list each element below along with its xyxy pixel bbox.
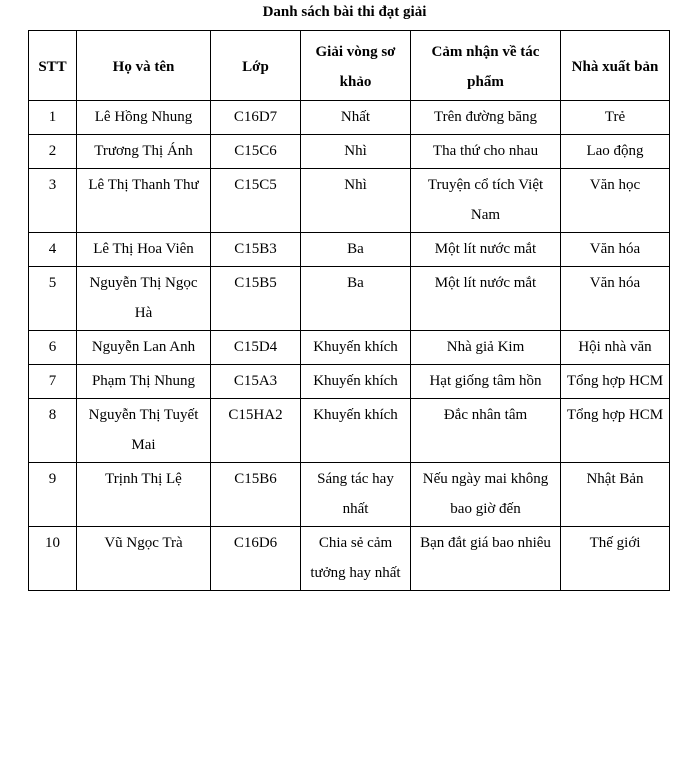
table-row	[29, 331, 670, 365]
cell-publisher: Trẻ	[561, 101, 670, 135]
cell-prize: Nhì	[301, 169, 411, 233]
cell-class: C16D6	[211, 527, 301, 591]
cell-name: Trịnh Thị Lệ	[77, 463, 211, 527]
award-table	[28, 30, 670, 591]
cell-class: C15HA2	[211, 399, 301, 463]
cell-stt: 7	[29, 365, 77, 399]
cell-prize: Chia sẻ cảm tưởng hay nhất	[301, 527, 411, 591]
table-row	[29, 463, 670, 527]
cell-stt: 1	[29, 101, 77, 135]
cell-work: Đắc nhân tâm	[411, 399, 561, 463]
cell-class: C15B5	[211, 267, 301, 331]
cell-stt: 5	[29, 267, 77, 331]
cell-publisher: Hội nhà văn	[561, 331, 670, 365]
cell-stt: 4	[29, 233, 77, 267]
cell-name: Lê Hồng Nhung	[77, 101, 211, 135]
cell-name: Nguyễn Thị Ngọc Hà	[77, 267, 211, 331]
table-row	[29, 169, 670, 233]
cell-name: Nguyễn Lan Anh	[77, 331, 211, 365]
cell-work: Bạn đắt giá bao nhiêu	[411, 527, 561, 591]
table-row	[29, 101, 670, 135]
header-class: Lớp	[211, 31, 301, 101]
header-name: Họ và tên	[77, 31, 211, 101]
cell-class: C15B6	[211, 463, 301, 527]
header-work: Cảm nhận về tác phẩm	[411, 31, 561, 101]
table-row	[29, 365, 670, 399]
cell-prize: Nhì	[301, 135, 411, 169]
cell-publisher: Tổng hợp HCM	[561, 365, 670, 399]
cell-publisher: Văn học	[561, 169, 670, 233]
cell-name: Lê Thị Thanh Thư	[77, 169, 211, 233]
cell-class: C15B3	[211, 233, 301, 267]
cell-work: Hạt giống tâm hồn	[411, 365, 561, 399]
cell-name: Phạm Thị Nhung	[77, 365, 211, 399]
header-stt: STT	[29, 31, 77, 101]
cell-prize: Ba	[301, 233, 411, 267]
cell-stt: 2	[29, 135, 77, 169]
cell-publisher: Thế giới	[561, 527, 670, 591]
cell-prize: Khuyến khích	[301, 399, 411, 463]
cell-prize: Sáng tác hay nhất	[301, 463, 411, 527]
cell-prize: Khuyến khích	[301, 365, 411, 399]
cell-stt: 3	[29, 169, 77, 233]
cell-name: Trương Thị Ánh	[77, 135, 211, 169]
cell-publisher: Tổng hợp HCM	[561, 399, 670, 463]
table-row	[29, 233, 670, 267]
cell-publisher: Văn hóa	[561, 267, 670, 331]
cell-name: Vũ Ngọc Trà	[77, 527, 211, 591]
cell-stt: 9	[29, 463, 77, 527]
cell-prize: Nhất	[301, 101, 411, 135]
table-row	[29, 135, 670, 169]
table-row	[29, 399, 670, 463]
table-row	[29, 527, 670, 591]
cell-work: Một lít nước mắt	[411, 267, 561, 331]
cell-work: Trên đường băng	[411, 101, 561, 135]
cell-work: Nếu ngày mai không bao giờ đến	[411, 463, 561, 527]
cell-prize: Khuyến khích	[301, 331, 411, 365]
cell-work: Truyện cổ tích Việt Nam	[411, 169, 561, 233]
cell-work: Tha thứ cho nhau	[411, 135, 561, 169]
cell-stt: 6	[29, 331, 77, 365]
cell-class: C15C5	[211, 169, 301, 233]
cell-name: Lê Thị Hoa Viên	[77, 233, 211, 267]
cell-class: C15A3	[211, 365, 301, 399]
header-prize: Giải vòng sơ khảo	[301, 31, 411, 101]
cell-work: Nhà giả Kim	[411, 331, 561, 365]
document-title: Danh sách bài thi đạt giải	[262, 4, 427, 20]
table-row	[29, 267, 670, 331]
cell-name: Nguyễn Thị Tuyết Mai	[77, 399, 211, 463]
cell-work: Một lít nước mắt	[411, 233, 561, 267]
table-header-row	[29, 31, 670, 101]
cell-publisher: Văn hóa	[561, 233, 670, 267]
cell-class: C15D4	[211, 331, 301, 365]
header-publisher: Nhà xuất bản	[561, 31, 670, 101]
cell-prize: Ba	[301, 267, 411, 331]
cell-stt: 8	[29, 399, 77, 463]
cell-publisher: Nhật Bản	[561, 463, 670, 527]
cell-class: C15C6	[211, 135, 301, 169]
cell-publisher: Lao động	[561, 135, 670, 169]
cell-class: C16D7	[211, 101, 301, 135]
cell-stt: 10	[29, 527, 77, 591]
